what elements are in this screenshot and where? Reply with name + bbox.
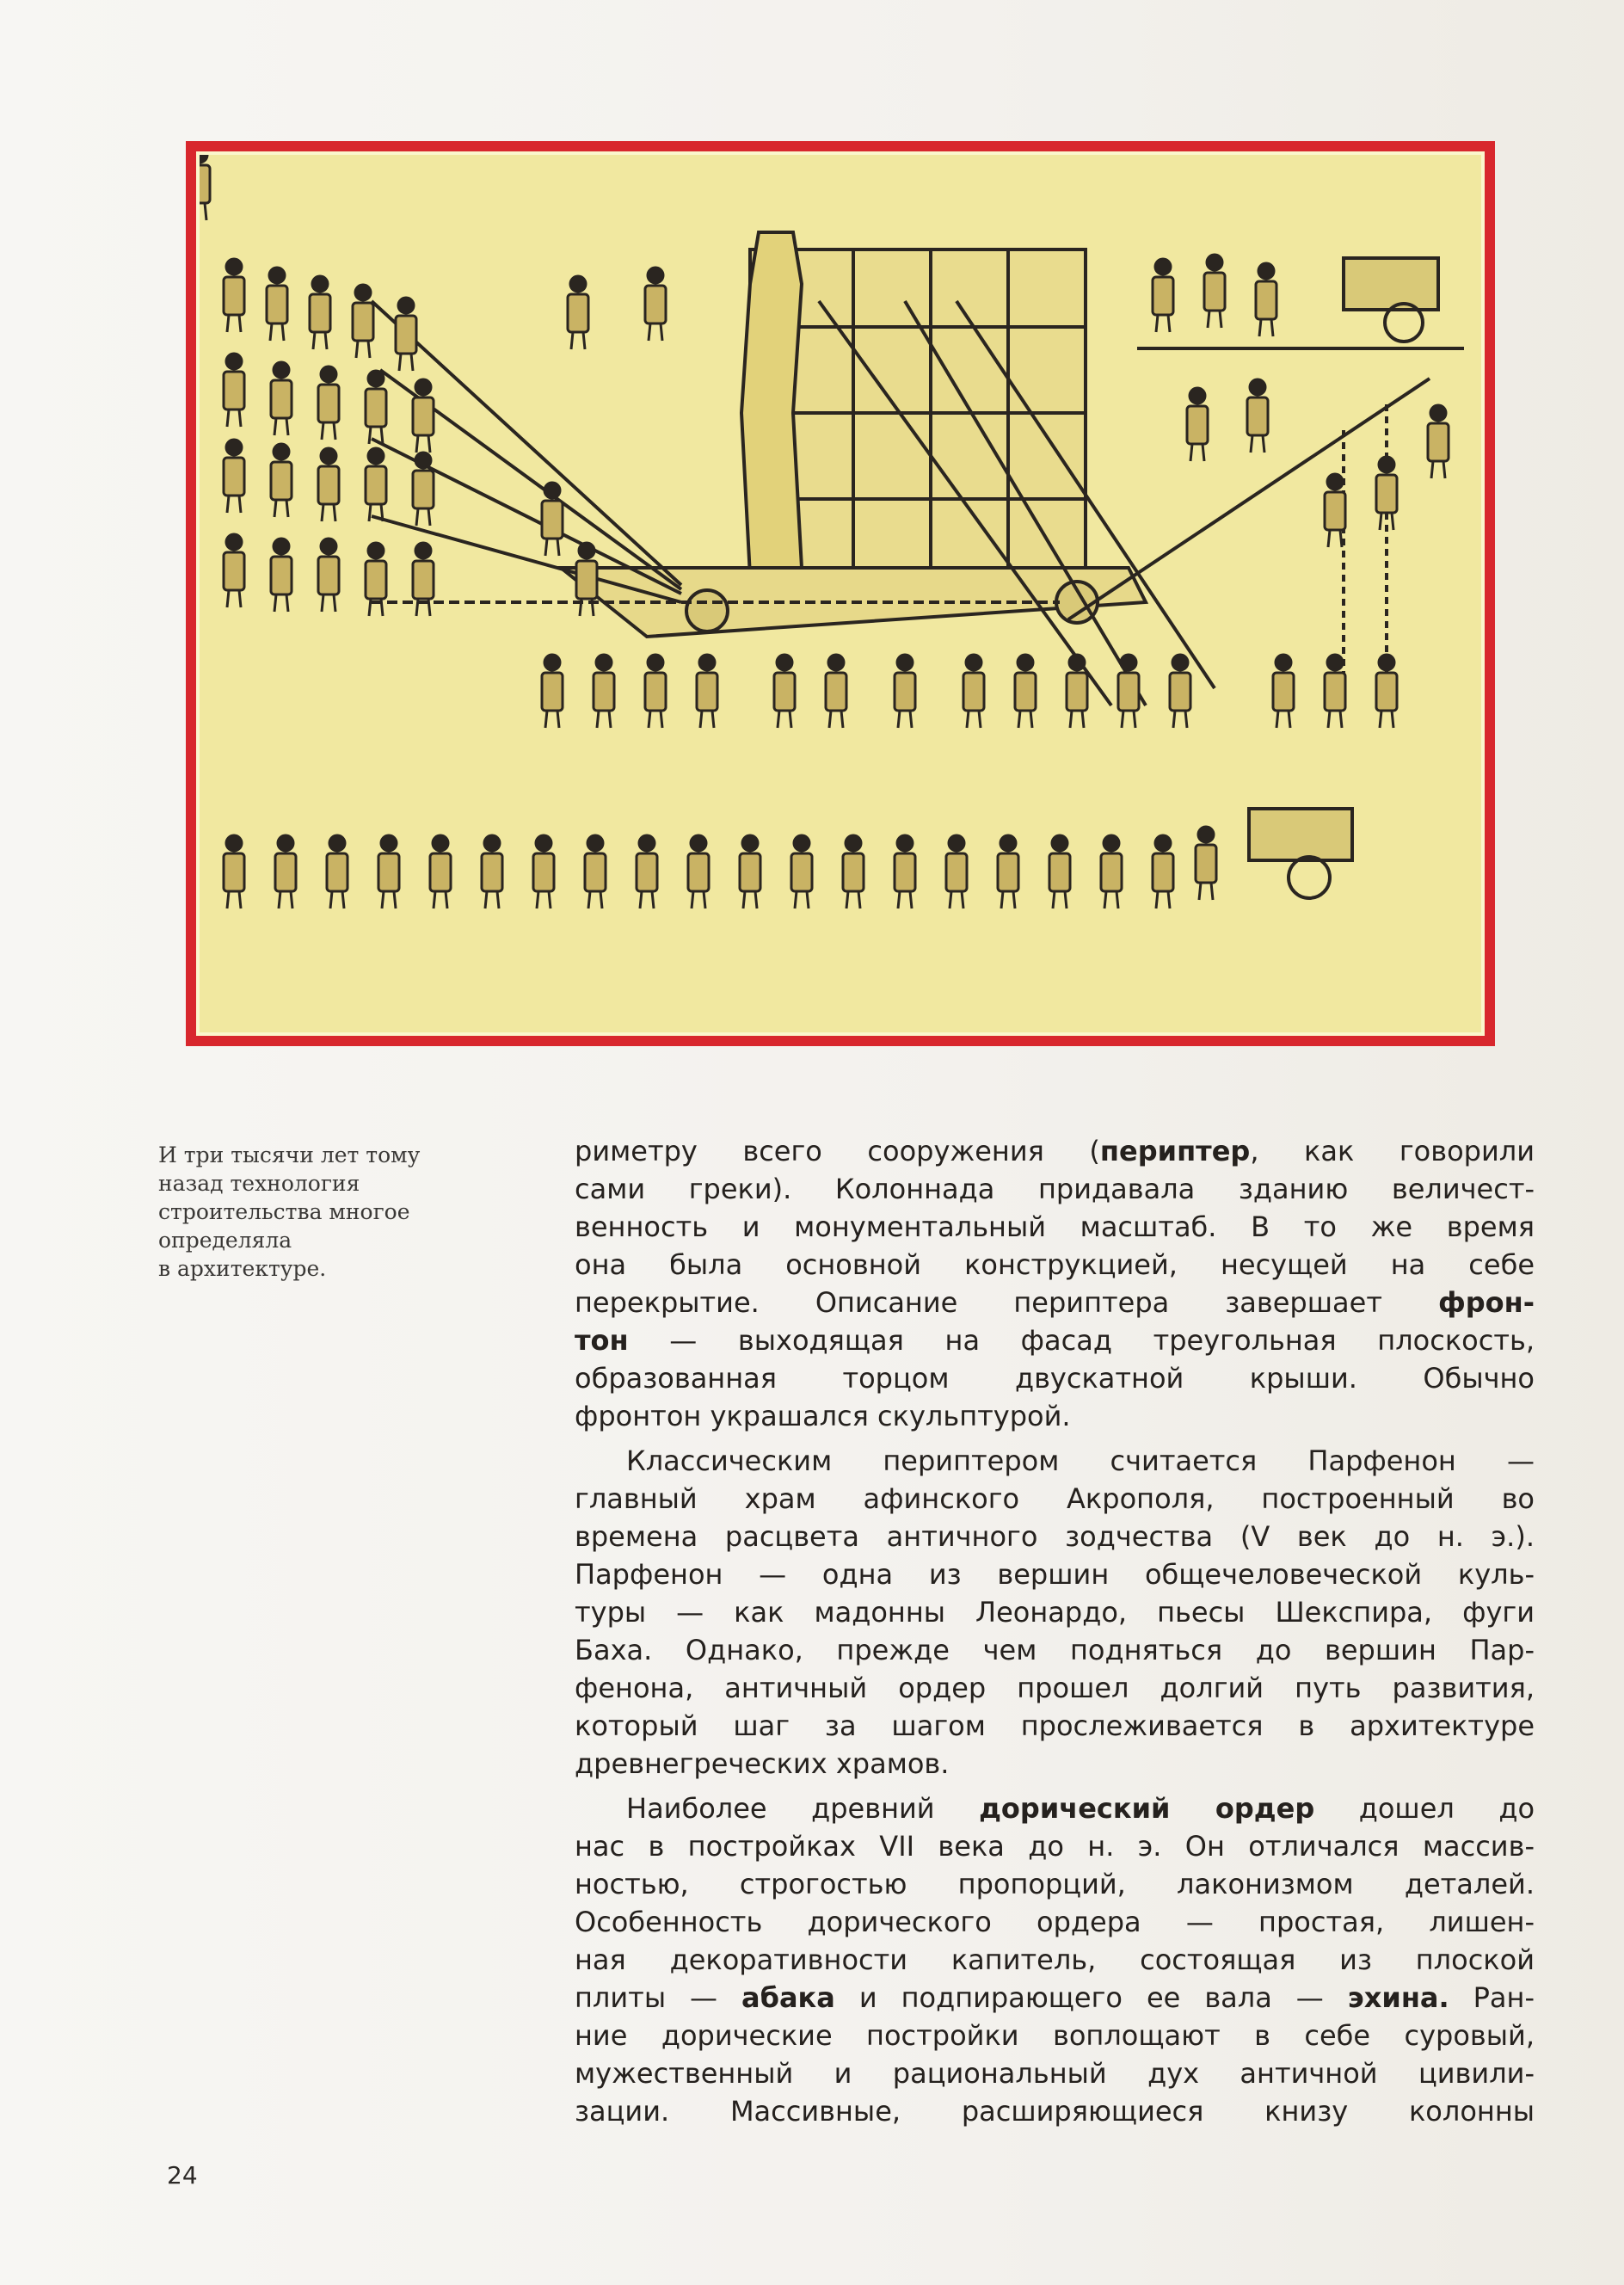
text-line: Наиболее древний дорический ордер дошел до: [626, 1792, 1535, 1825]
text-line: сами греки). Колоннада придавала зданию величест-: [575, 1173, 1535, 1205]
text-line: ностью, строгостью пропорций, лаконизмом деталей.: [575, 1868, 1535, 1900]
text-line: ная декоративности капитель, состоящая из плоской: [575, 1943, 1535, 1976]
text-line: ние дорические постройки воплощают в себе суровый,: [575, 2019, 1535, 2052]
text-line: туры — как мадонны Леонардо, пьесы Шекспира, фуги: [575, 1596, 1535, 1629]
text-line: мужественный и рациональный дух античной цивили-: [575, 2057, 1535, 2090]
text-line: фронтон украшался скульптурой.: [575, 1400, 1071, 1432]
illustration: [196, 151, 1485, 1036]
text-line: фенона, античный ордер прошел долгий путь развития,: [575, 1672, 1535, 1704]
text-line: венность и монументальный масштаб. В то же время: [575, 1210, 1535, 1243]
text-line: зации. Массивные, расширяющиеся книзу колонны: [575, 2095, 1535, 2128]
text-line: древнегреческих храмов.: [575, 1747, 950, 1780]
caption-line: в архитектуре.: [158, 1256, 327, 1281]
text-line: риметру всего сооружения (периптер, как говорили: [575, 1135, 1535, 1167]
caption-line: строительства многое: [158, 1199, 410, 1224]
term-echinus: эхина.: [1347, 1981, 1449, 2014]
text-line: тон — выходящая на фасад треугольная плоскость,: [575, 1324, 1535, 1357]
page-number: 24: [167, 2161, 198, 2190]
text-line: перекрытие. Описание периптера завершает фрон-: [575, 1286, 1535, 1319]
text-line: времена расцвета античного зодчества (V век до н. э.).: [575, 1520, 1535, 1553]
relief-drawing: [200, 155, 1481, 1032]
term-fronton: фрон-: [1437, 1286, 1535, 1319]
text-line: Парфенон — одна из вершин общечеловеческой куль-: [575, 1558, 1535, 1591]
caption-line: определяла: [158, 1228, 292, 1253]
figure-caption: [158, 1141, 511, 1283]
caption-line: назад технология: [158, 1171, 360, 1196]
text-line: нас в постройках VII века до н. э. Он отличался массив-: [575, 1830, 1535, 1863]
text-line: Классическим периптером считается Парфенон —: [626, 1444, 1535, 1477]
illustration-frame: [186, 141, 1495, 1046]
text-line: она была основной конструкцией, несущей на себе: [575, 1248, 1535, 1281]
text-line: главный храм афинского Акрополя, построенный во: [575, 1482, 1535, 1515]
text-line: образованная торцом двускатной крыши. Обычно: [575, 1362, 1535, 1395]
term-doric-order: дорический ордер: [979, 1792, 1315, 1825]
text-line: который шаг за шагом прослеживается в архитектуре: [575, 1709, 1535, 1742]
caption-line: И три тысячи лет тому: [158, 1142, 421, 1167]
term-fronton-end: тон: [575, 1324, 629, 1357]
term-abacus: абака: [741, 1981, 835, 2014]
term-peripter: периптер: [1099, 1135, 1251, 1167]
text-line: Баха. Однако, прежде чем подняться до вершин Пар-: [575, 1634, 1535, 1666]
text-line: плиты — абака и подпирающего ее вала — эхина. Ран-: [575, 1981, 1535, 2014]
text-line: Особенность дорического ордера — простая, лишен-: [575, 1906, 1535, 1938]
body-text: [575, 1132, 1535, 2130]
